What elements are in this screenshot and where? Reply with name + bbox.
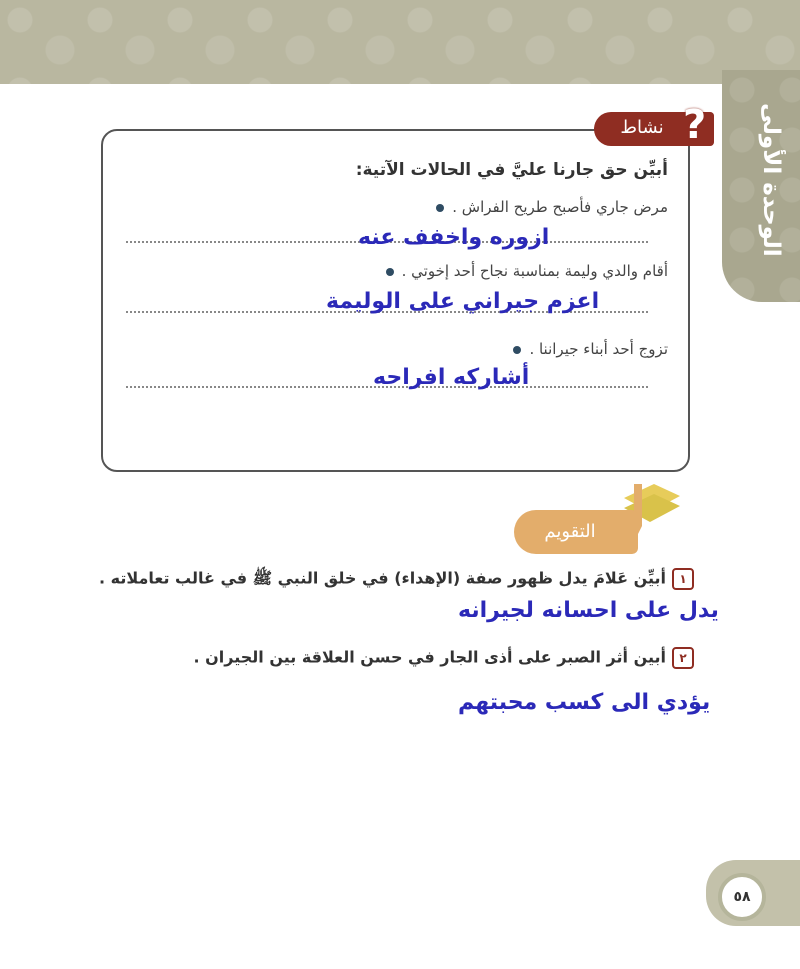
unit-title: الوحدة الأولى <box>758 103 784 257</box>
activity-item-1: مرض جاري فأصبح طريح الفراش . <box>436 198 668 216</box>
activity-label: نشاط <box>620 117 664 138</box>
activity-intro: أبيِّن حق جارنا عليَّ في الحالات الآتية: <box>355 160 668 180</box>
evaluation-label: التقويم <box>544 521 596 542</box>
question-2 <box>193 647 694 669</box>
handwritten-answer-q1: يدل على احسانه لجيرانه <box>458 598 719 623</box>
handwritten-answer-2: اعزم جيراني على الوليمة <box>326 289 600 314</box>
question-number-1: ١ <box>672 568 694 590</box>
handwritten-answer-1: ازوره واخفف عنه <box>358 225 550 250</box>
handwritten-answer-q2: يؤدي الى كسب محبتهم <box>458 690 711 715</box>
question-text-1: أبيِّن عَلامَ يدل ظهور صفة (الإهداء) في خلق النبي ﷺ في غالب تعاملاته . <box>98 568 666 588</box>
question-mark-icon: ? <box>683 102 707 148</box>
page-number: ٥٨ <box>718 873 766 921</box>
activity-item-3: تزوج أحد أبناء جيراننا . <box>513 340 668 358</box>
question-text-2: أبين أثر الصبر على أذى الجار في حسن العلاقة بين الجيران . <box>193 647 666 667</box>
activity-item-2: أقام والدي وليمة بمناسبة نجاح أحد إخوتي . <box>386 262 668 280</box>
question-1 <box>99 568 694 592</box>
handwritten-answer-3: أشاركه افراحه <box>373 365 530 390</box>
question-number-2: ٢ <box>672 647 694 669</box>
top-decorative-band <box>0 0 800 84</box>
